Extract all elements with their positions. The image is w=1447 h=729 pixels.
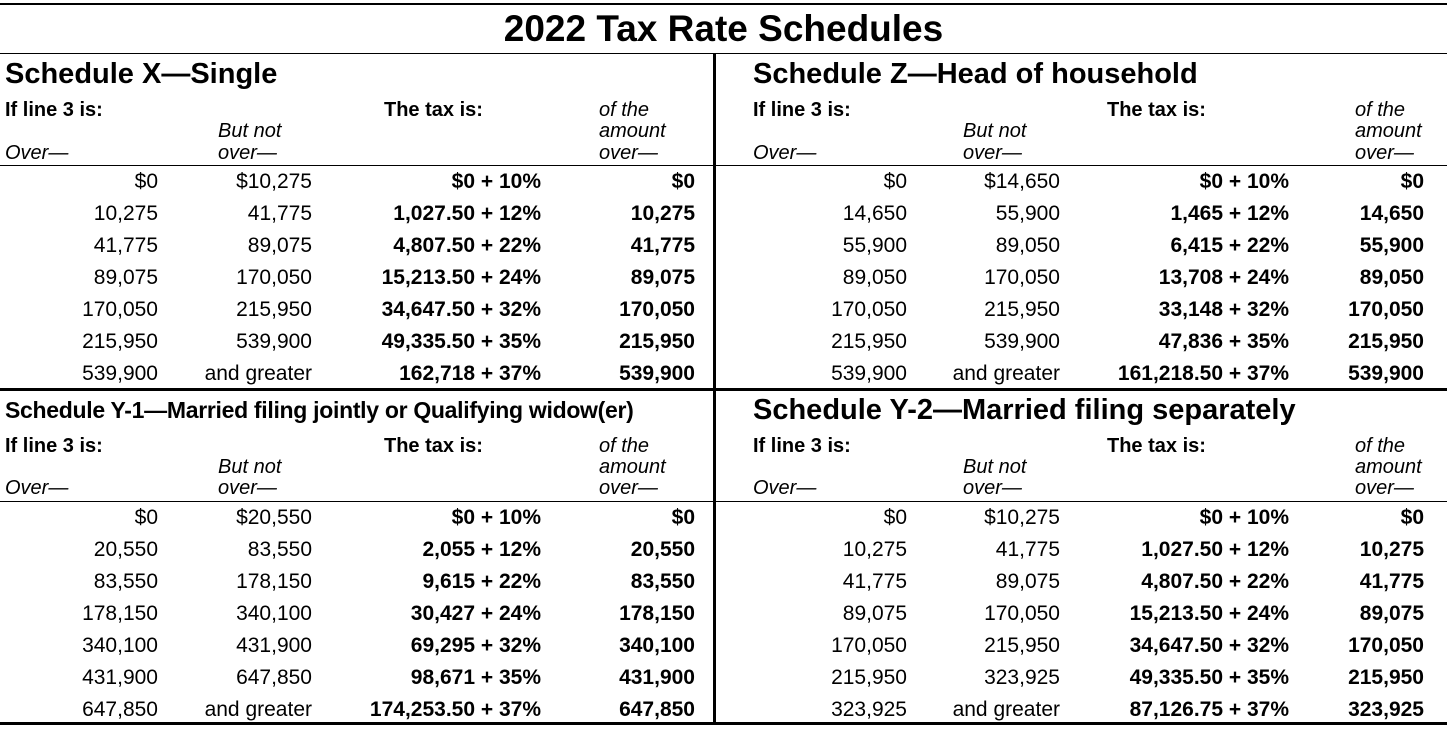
but-not-over-value: 89,075 bbox=[995, 570, 1060, 593]
tax-value: 30,427 + 24% bbox=[410, 602, 541, 625]
table-row bbox=[0, 326, 714, 358]
table-row bbox=[0, 230, 714, 262]
over-value: 215,950 bbox=[831, 330, 907, 353]
over-value: 14,650 bbox=[842, 202, 907, 225]
tax-value: 15,213.50 + 24% bbox=[1129, 602, 1289, 625]
table-row bbox=[0, 630, 714, 662]
tax-value: $0 + 10% bbox=[451, 506, 541, 529]
but-not-over-value: 178,150 bbox=[236, 570, 312, 593]
of-the-header: of the bbox=[1355, 435, 1406, 457]
amount-over-value: 647,850 bbox=[619, 698, 695, 721]
schedule-y1 bbox=[0, 391, 714, 722]
amount-over-value: 340,100 bbox=[619, 634, 695, 657]
tax-value: 1,027.50 + 12% bbox=[393, 202, 541, 225]
amount-over-value: 539,900 bbox=[1348, 362, 1424, 385]
amount-over-value: 215,950 bbox=[1348, 330, 1424, 353]
over-value: $0 bbox=[134, 506, 158, 529]
tax-value: 1,027.50 + 12% bbox=[1141, 538, 1289, 561]
over-header: Over— bbox=[5, 142, 69, 164]
but-not-over-value: and greater bbox=[204, 362, 312, 385]
amount-over-value: $0 bbox=[671, 170, 695, 193]
schedule-title: Schedule Z—Head of household bbox=[753, 58, 1198, 90]
tax-value: $0 + 10% bbox=[451, 170, 541, 193]
amount-over-value: 431,900 bbox=[619, 666, 695, 689]
if-line-header: If line 3 is: bbox=[753, 435, 851, 457]
tax-value: 34,647.50 + 32% bbox=[381, 298, 541, 321]
schedule-x bbox=[0, 54, 714, 388]
amount-over-value: 41,775 bbox=[1359, 570, 1424, 593]
of-the-header: of the bbox=[599, 99, 650, 121]
amount-over-header: over— bbox=[599, 477, 658, 499]
over-value: 55,900 bbox=[842, 234, 907, 257]
but-not-over-value: and greater bbox=[204, 698, 312, 721]
amount-over-value: 539,900 bbox=[619, 362, 695, 385]
over-value: 170,050 bbox=[831, 634, 907, 657]
but-not-over-value: and greater bbox=[952, 698, 1060, 721]
over-value: 41,775 bbox=[842, 570, 907, 593]
tax-value: 49,335.50 + 35% bbox=[381, 330, 541, 353]
amount-over-value: 170,050 bbox=[1348, 634, 1424, 657]
but-not-over-value: 170,050 bbox=[984, 266, 1060, 289]
if-line-header: If line 3 is: bbox=[753, 99, 851, 121]
table-row bbox=[0, 534, 714, 566]
amount-over-value: 83,550 bbox=[630, 570, 695, 593]
over-value: 647,850 bbox=[82, 698, 158, 721]
but-not-over-value: and greater bbox=[952, 362, 1060, 385]
tax-value: 34,647.50 + 32% bbox=[1129, 634, 1289, 657]
table-row bbox=[0, 294, 714, 326]
tax-value: 2,055 + 12% bbox=[422, 538, 541, 561]
amount-over-value: 20,550 bbox=[630, 538, 695, 561]
bracket-rows bbox=[0, 502, 714, 726]
schedule-title: Schedule X—Single bbox=[5, 58, 278, 90]
but-not-over-value: $10,275 bbox=[236, 170, 312, 193]
over-header: Over— bbox=[5, 477, 69, 499]
over-value: 215,950 bbox=[831, 666, 907, 689]
tax-value: 15,213.50 + 24% bbox=[381, 266, 541, 289]
over-value: 170,050 bbox=[831, 298, 907, 321]
but-not-over-header: over— bbox=[218, 477, 277, 499]
tax-is-header: The tax is: bbox=[384, 99, 483, 121]
over-value: 170,050 bbox=[82, 298, 158, 321]
over-value: 83,550 bbox=[93, 570, 158, 593]
over-value: 89,075 bbox=[93, 266, 158, 289]
amount-over-value: 323,925 bbox=[1348, 698, 1424, 721]
amount-over-value: 41,775 bbox=[630, 234, 695, 257]
but-not-over-value: 215,950 bbox=[236, 298, 312, 321]
but-not-over-value: 170,050 bbox=[236, 266, 312, 289]
table-row bbox=[0, 358, 714, 390]
but-not-over-value: 431,900 bbox=[236, 634, 312, 657]
but-not-over-value: 323,925 bbox=[984, 666, 1060, 689]
table-row bbox=[748, 566, 1447, 598]
amount-over-value: 89,075 bbox=[1359, 602, 1424, 625]
over-value: $0 bbox=[883, 170, 907, 193]
tax-value: $0 + 10% bbox=[1199, 170, 1289, 193]
but-not-over-value: 215,950 bbox=[984, 634, 1060, 657]
but-not-over-value: 340,100 bbox=[236, 602, 312, 625]
tax-value: 33,148 + 32% bbox=[1158, 298, 1289, 321]
but-not-over-header: over— bbox=[963, 142, 1022, 164]
bracket-rows bbox=[748, 166, 1447, 390]
table-row bbox=[0, 502, 714, 534]
over-value: 20,550 bbox=[93, 538, 158, 561]
tax-value: 87,126.75 + 37% bbox=[1129, 698, 1289, 721]
bracket-rows bbox=[748, 502, 1447, 726]
amount-over-value: $0 bbox=[671, 506, 695, 529]
but-not-over-value: $20,550 bbox=[236, 506, 312, 529]
over-value: 340,100 bbox=[82, 634, 158, 657]
over-value: $0 bbox=[883, 506, 907, 529]
tax-value: 47,836 + 35% bbox=[1158, 330, 1289, 353]
tax-value: 69,295 + 32% bbox=[410, 634, 541, 657]
tax-value: 1,465 + 12% bbox=[1170, 202, 1289, 225]
tax-value: 4,807.50 + 22% bbox=[393, 234, 541, 257]
tax-is-header: The tax is: bbox=[1107, 435, 1206, 457]
top-border bbox=[0, 3, 1447, 5]
over-value: 89,075 bbox=[842, 602, 907, 625]
but-not-over-value: 539,900 bbox=[984, 330, 1060, 353]
tax-value: 4,807.50 + 22% bbox=[1141, 570, 1289, 593]
if-line-header: If line 3 is: bbox=[5, 99, 103, 121]
over-value: 178,150 bbox=[82, 602, 158, 625]
table-row bbox=[0, 566, 714, 598]
amount-over-value: $0 bbox=[1400, 506, 1424, 529]
amount-over-value: 215,950 bbox=[1348, 666, 1424, 689]
schedule-y2 bbox=[748, 391, 1447, 722]
table-row bbox=[0, 262, 714, 294]
amount-over-header: over— bbox=[1355, 142, 1414, 164]
but-not-over-value: 170,050 bbox=[984, 602, 1060, 625]
but-not-over-value: 539,900 bbox=[236, 330, 312, 353]
over-value: 539,900 bbox=[831, 362, 907, 385]
but-not-header: But not bbox=[218, 456, 282, 478]
tax-value: 6,415 + 22% bbox=[1170, 234, 1289, 257]
table-row bbox=[748, 534, 1447, 566]
over-value: 10,275 bbox=[93, 202, 158, 225]
page-title: 2022 Tax Rate Schedules bbox=[503, 8, 944, 49]
amount-over-value: 14,650 bbox=[1359, 202, 1424, 225]
table-row bbox=[748, 598, 1447, 630]
table-row bbox=[748, 262, 1447, 294]
amount-over-value: 10,275 bbox=[630, 202, 695, 225]
amount-over-value: 55,900 bbox=[1359, 234, 1424, 257]
bracket-rows bbox=[0, 166, 714, 390]
but-not-over-value: 89,050 bbox=[995, 234, 1060, 257]
tax-value: 9,615 + 22% bbox=[422, 570, 541, 593]
tax-value: 98,671 + 35% bbox=[410, 666, 541, 689]
amount-header: amount bbox=[599, 120, 666, 142]
but-not-over-value: 55,900 bbox=[995, 202, 1060, 225]
over-value: 323,925 bbox=[831, 698, 907, 721]
schedule-z bbox=[748, 54, 1447, 388]
but-not-over-header: over— bbox=[963, 477, 1022, 499]
table-row bbox=[748, 662, 1447, 694]
over-value: 539,900 bbox=[82, 362, 158, 385]
table-row bbox=[748, 294, 1447, 326]
tax-is-header: The tax is: bbox=[1107, 99, 1206, 121]
table-row bbox=[748, 502, 1447, 534]
over-value: $0 bbox=[134, 170, 158, 193]
tax-value: 162,718 + 37% bbox=[399, 362, 541, 385]
schedule-title: Schedule Y-2—Married filing separately bbox=[753, 394, 1296, 426]
over-value: 89,050 bbox=[842, 266, 907, 289]
amount-header: amount bbox=[599, 456, 666, 478]
but-not-header: But not bbox=[963, 456, 1027, 478]
tax-is-header: The tax is: bbox=[384, 435, 483, 457]
over-value: 215,950 bbox=[82, 330, 158, 353]
but-not-header: But not bbox=[963, 120, 1027, 142]
amount-header: amount bbox=[1355, 456, 1422, 478]
table-row bbox=[0, 662, 714, 694]
table-row bbox=[748, 198, 1447, 230]
table-row bbox=[748, 230, 1447, 262]
amount-over-value: 170,050 bbox=[619, 298, 695, 321]
amount-over-value: 89,050 bbox=[1359, 266, 1424, 289]
schedule-title: Schedule Y-1—Married filing jointly or Qualifying widow(er) bbox=[5, 397, 634, 423]
table-row bbox=[0, 598, 714, 630]
table-row bbox=[0, 694, 714, 726]
amount-over-value: 178,150 bbox=[619, 602, 695, 625]
amount-over-value: $0 bbox=[1400, 170, 1424, 193]
tax-value: $0 + 10% bbox=[1199, 506, 1289, 529]
amount-header: amount bbox=[1355, 120, 1422, 142]
but-not-over-value: $14,650 bbox=[984, 170, 1060, 193]
table-row bbox=[0, 166, 714, 198]
table-row bbox=[748, 358, 1447, 390]
table-row bbox=[748, 630, 1447, 662]
but-not-over-header: over— bbox=[218, 142, 277, 164]
but-not-over-value: 41,775 bbox=[995, 538, 1060, 561]
table-row bbox=[748, 694, 1447, 726]
amount-over-value: 215,950 bbox=[619, 330, 695, 353]
amount-over-value: 170,050 bbox=[1348, 298, 1424, 321]
but-not-over-value: $10,275 bbox=[984, 506, 1060, 529]
table-row bbox=[0, 198, 714, 230]
of-the-header: of the bbox=[599, 435, 650, 457]
over-value: 431,900 bbox=[82, 666, 158, 689]
tax-value: 13,708 + 24% bbox=[1158, 266, 1289, 289]
but-not-over-value: 215,950 bbox=[984, 298, 1060, 321]
of-the-header: of the bbox=[1355, 99, 1406, 121]
amount-over-value: 10,275 bbox=[1359, 538, 1424, 561]
table-row bbox=[748, 326, 1447, 358]
if-line-header: If line 3 is: bbox=[5, 435, 103, 457]
over-value: 10,275 bbox=[842, 538, 907, 561]
tax-value: 161,218.50 + 37% bbox=[1117, 362, 1289, 385]
amount-over-header: over— bbox=[1355, 477, 1414, 499]
but-not-header: But not bbox=[218, 120, 282, 142]
amount-over-value: 89,075 bbox=[630, 266, 695, 289]
amount-over-header: over— bbox=[599, 142, 658, 164]
but-not-over-value: 41,775 bbox=[247, 202, 312, 225]
over-value: 41,775 bbox=[93, 234, 158, 257]
but-not-over-value: 647,850 bbox=[236, 666, 312, 689]
but-not-over-value: 83,550 bbox=[247, 538, 312, 561]
tax-value: 49,335.50 + 35% bbox=[1129, 666, 1289, 689]
over-header: Over— bbox=[753, 477, 817, 499]
over-header: Over— bbox=[753, 142, 817, 164]
tax-value: 174,253.50 + 37% bbox=[369, 698, 541, 721]
but-not-over-value: 89,075 bbox=[247, 234, 312, 257]
table-row bbox=[748, 166, 1447, 198]
